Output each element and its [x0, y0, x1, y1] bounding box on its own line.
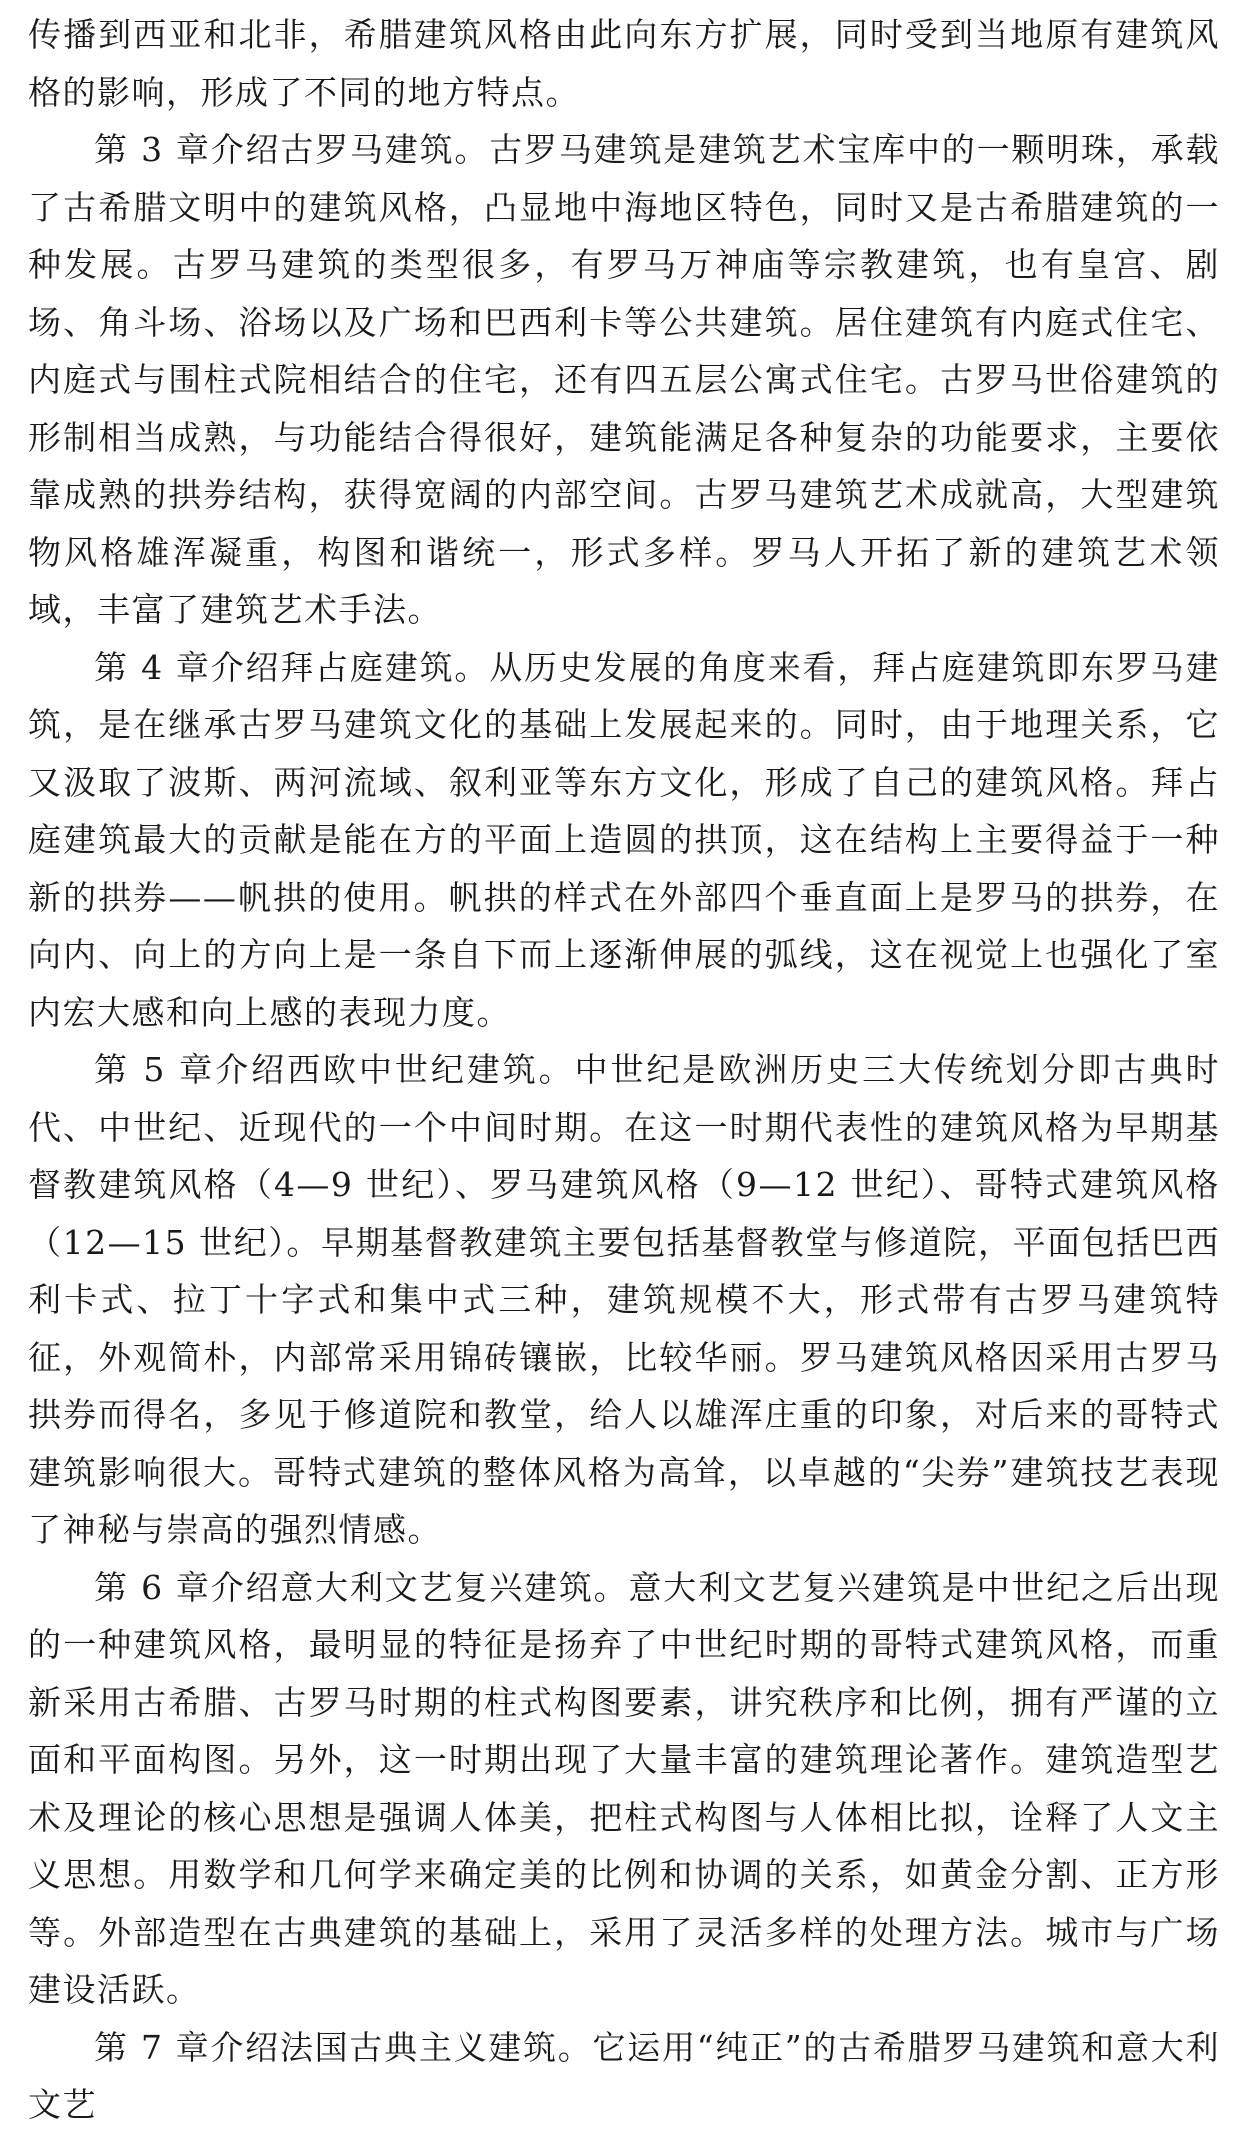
paragraph-continuation: 传播到西亚和北非，希腊建筑风格由此向东方扩展，同时受到当地原有建筑风格的影响，形成了不同的地方特点。: [28, 15, 1220, 112]
paragraph-chapter-7: 第 7 章介绍法国古典主义建筑。它运用“纯正”的古希腊罗马建筑和意大利文艺: [28, 2027, 1220, 2124]
document-page: [28, 6, 1220, 2134]
paragraph-chapter-4: 第 4 章介绍拜占庭建筑。从历史发展的角度来看，拜占庭建筑即东罗马建筑，是在继承古罗马建筑文化的基础上发展起来的。同时，由于地理关系，它又汲取了波斯、两河流域、叙利亚等东方文化，形成了自己的建筑风格。拜占庭建筑最大的贡献是能在方的平面上造圆的拱顶，这在结构上主要得益于一种新的拱券——帆拱的使用。帆拱的样式在外部四个垂直面上是罗马的拱券，在向内、向上的方向上是一条自下而上逐渐伸展的弧线，这在视觉上也强化了室内宏大感和向上感的表现力度。: [28, 647, 1220, 1032]
paragraph-chapter-3: 第 3 章介绍古罗马建筑。古罗马建筑是建筑艺术宝库中的一颗明珠，承载了古希腊文明中的建筑风格，凸显地中海地区特色，同时又是古希腊建筑的一种发展。古罗马建筑的类型很多，有罗马万神庙等宗教建筑，也有皇宫、剧场、角斗场、浴场以及广场和巴西利卡等公共建筑。居住建筑有内庭式住宅、内庭式与围柱式院相结合的住宅，还有四五层公寓式住宅。古罗马世俗建筑的形制相当成熟，与功能结合得很好，建筑能满足各种复杂的功能要求，主要依靠成熟的拱券结构，获得宽阔的内部空间。古罗马建筑艺术成就高，大型建筑物风格雄浑凝重，构图和谐统一，形式多样。罗马人开拓了新的建筑艺术领域，丰富了建筑艺术手法。: [28, 130, 1220, 629]
paragraph-chapter-5: 第 5 章介绍西欧中世纪建筑。中世纪是欧洲历史三大传统划分即古典时代、中世纪、近现代的一个中间时期。在这一时期代表性的建筑风格为早期基督教建筑风格（4—9 世纪）、罗马建筑风格（9—12 世纪）、哥特式建筑风格（12—15 世纪）。早期基督教建筑主要包括基督教堂与修道院，平面包括巴西利卡式、拉丁十字式和集中式三种，建筑规模不大，形式带有古罗马建筑特征，外观简朴，内部常采用锦砖镶嵌，比较华丽。罗马建筑风格因采用古罗马拱券而得名，多见于修道院和教堂，给人以雄浑庄重的印象，对后来的哥特式建筑影响很大。哥特式建筑的整体风格为高耸，以卓越的“尖券”建筑技艺表现了神秘与崇高的强烈情感。: [28, 1050, 1220, 1549]
paragraph-chapter-6: 第 6 章介绍意大利文艺复兴建筑。意大利文艺复兴建筑是中世纪之后出现的一种建筑风格，最明显的特征是扬弃了中世纪时期的哥特式建筑风格，而重新采用古希腊、古罗马时期的柱式构图要素，讲究秩序和比例，拥有严谨的立面和平面构图。另外，这一时期出现了大量丰富的建筑理论著作。建筑造型艺术及理论的核心思想是强调人体美，把柱式构图与人体相比拟，诠释了人文主义思想。用数学和几何学来确定美的比例和协调的关系，如黄金分割、正方形等。外部造型在古典建筑的基础上，采用了灵活多样的处理方法。城市与广场建设活跃。: [28, 1567, 1220, 2009]
